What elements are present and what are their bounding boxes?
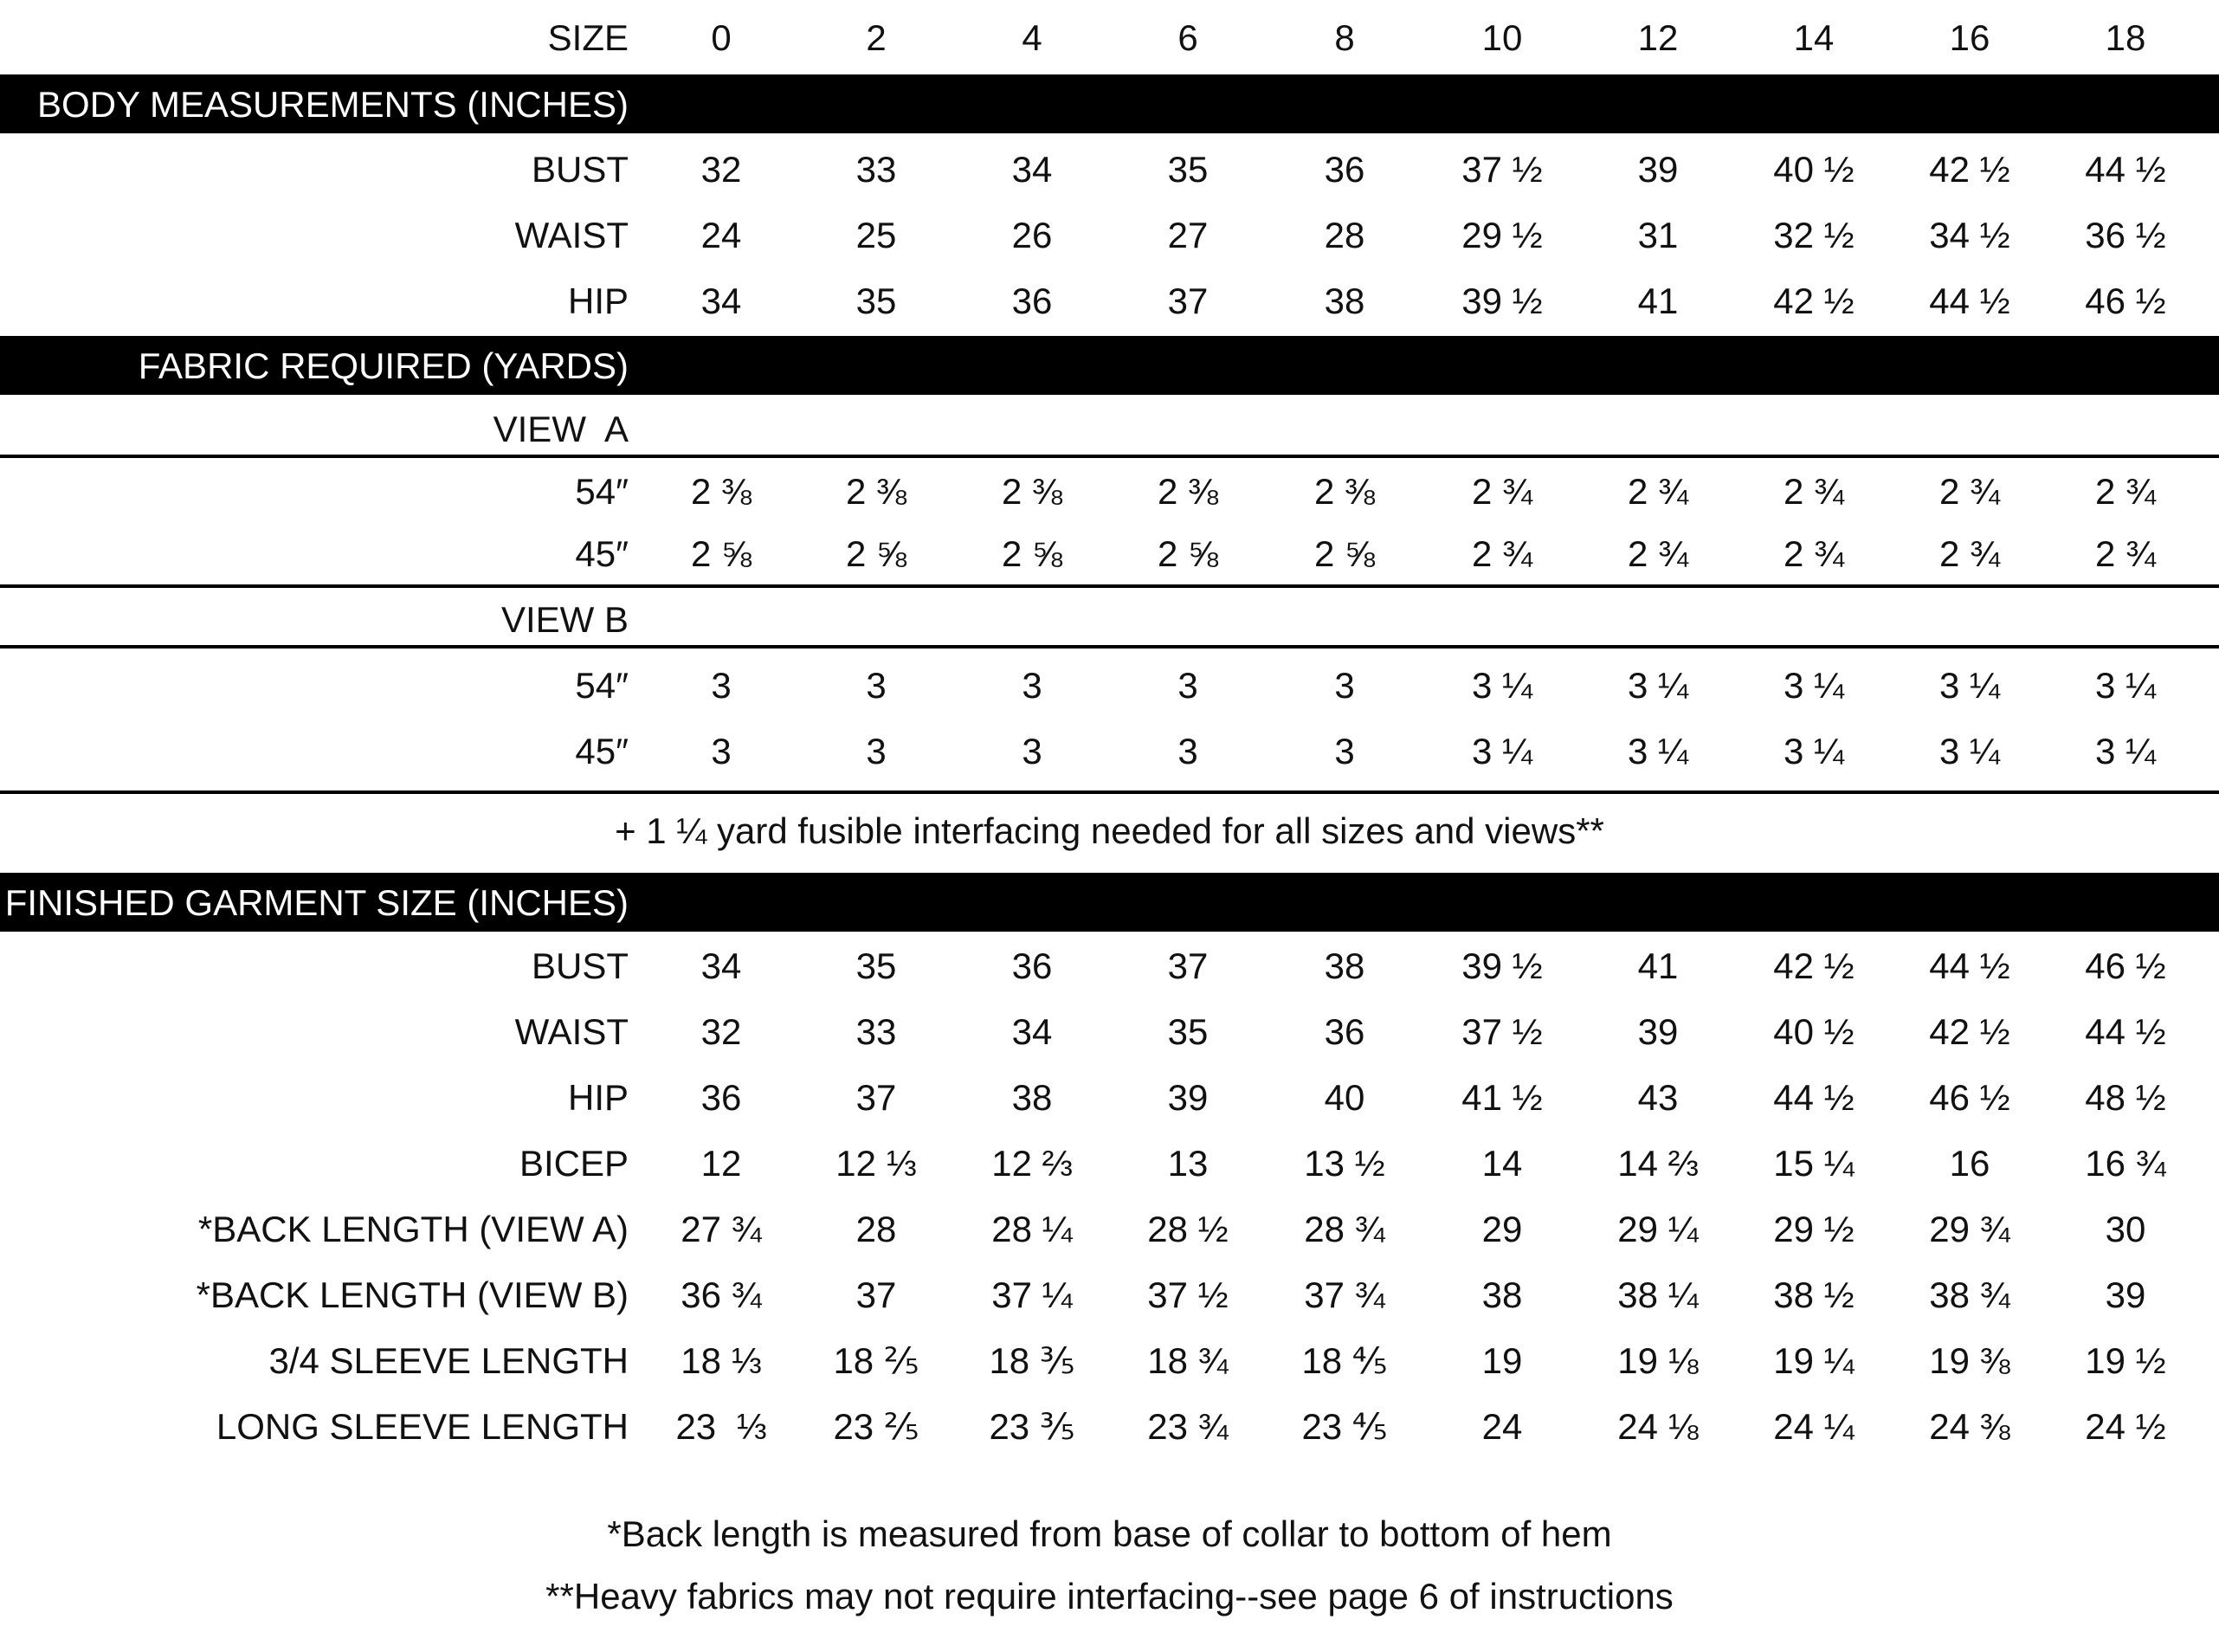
table-cell: 37 [1167,945,1209,986]
table-cell: 33 [855,149,897,190]
table-cell: 40 [1324,1077,1365,1118]
table-cell: 38 [1011,1077,1053,1118]
table-cell: 12 ⅓ [835,1143,917,1184]
row-label: *BACK LENGTH (VIEW B) [196,1274,629,1315]
size-value: 10 [1481,17,1523,58]
table-cell: 2 ¾ [1783,471,1845,512]
table-cell: 2 ⅜ [1157,471,1219,512]
table-cell: 36 [1011,945,1053,986]
table-cell: 35 [855,281,897,321]
table-cell: 23 ⅓ [675,1406,767,1447]
table-cell: 39 ½ [1461,281,1543,321]
table-cell: 35 [855,945,897,986]
table-cell: 32 [700,149,742,190]
table-cell: 2 ¾ [2094,471,2157,512]
table-cell: 42 ½ [1929,149,2010,190]
table-cell: 18 ¾ [1147,1340,1229,1381]
size-value: 6 [1177,17,1198,58]
table-row-finished-three-quarter-sleeve [0,1328,2219,1394]
table-cell: 19 ¼ [1773,1340,1855,1381]
table-cell: 37 [855,1077,897,1118]
footnote-interfacing: **Heavy fabrics may not require interfacing--see page 6 of instructions [545,1576,1674,1617]
table-cell: 3 ¼ [1938,665,2001,706]
table-cell: 23 ⅘ [1301,1406,1388,1447]
view-b-header [0,587,2219,653]
table-cell: 26 [1011,215,1053,255]
table-cell: 36 ½ [2085,215,2166,255]
table-cell: 28 ¾ [1304,1209,1385,1249]
divider [0,791,2219,794]
table-cell: 46 ½ [1929,1077,2010,1118]
table-cell: 14 [1481,1143,1523,1184]
table-cell: 44 ½ [2085,1011,2166,1052]
table-cell: 27 [1167,215,1209,255]
table-cell: 3 ¼ [1938,731,2001,771]
row-label: LONG SLEEVE LENGTH [216,1406,629,1447]
table-cell: 28 ½ [1147,1209,1229,1249]
table-cell: 37 ¾ [1304,1274,1385,1315]
table-cell: 19 ⅜ [1929,1340,2010,1381]
table-cell: 3 [1022,731,1042,771]
table-cell: 34 [700,945,742,986]
table-cell: 3 [711,665,732,706]
table-cell: 2 ⅜ [1001,471,1063,512]
table-cell: 2 ¾ [1627,533,1689,574]
table-cell: 38 ¾ [1929,1274,2010,1315]
table-cell: 2 ¾ [1783,533,1845,574]
table-row-finished-long-sleeve [0,1394,2219,1460]
size-value: 18 [2105,17,2146,58]
table-cell: 39 ½ [1461,945,1543,986]
row-label: HIP [567,281,629,321]
row-label: 54″ [575,665,629,706]
table-cell: 27 ¾ [681,1209,762,1249]
section-title: FABRIC REQUIRED (YARDS) [138,345,629,386]
table-cell: 18 ⅖ [833,1340,919,1381]
table-cell: 3 [866,731,887,771]
size-label: SIZE [547,17,629,58]
table-cell: 39 [2105,1274,2146,1315]
table-cell: 34 ½ [1929,215,2010,255]
row-label: *BACK LENGTH (VIEW A) [197,1209,629,1249]
row-label: 3/4 SLEEVE LENGTH [268,1340,629,1381]
table-cell: 32 ½ [1773,215,1855,255]
table-cell: 40 ½ [1773,149,1855,190]
table-cell: 23 ⅗ [989,1406,1075,1447]
table-cell: 37 [1167,281,1209,321]
table-cell: 24 ⅜ [1929,1406,2010,1447]
table-cell: 41 [1637,281,1679,321]
row-label: BICEP [519,1143,629,1184]
table-cell: 44 ½ [2085,149,2166,190]
table-cell: 24 [700,215,742,255]
row-label: 45″ [575,533,629,574]
section-bar-body-measurements [0,74,2219,133]
table-cell: 3 ¼ [1627,665,1689,706]
table-cell: 3 ¼ [2094,731,2157,771]
table-cell: 3 ¼ [1783,731,1845,771]
table-cell: 35 [1167,149,1209,190]
table-cell: 36 [1011,281,1053,321]
table-row-finished-hip [0,1065,2219,1131]
table-cell: 42 ½ [1773,281,1855,321]
table-cell: 37 ¼ [991,1274,1073,1315]
table-cell: 3 [866,665,887,706]
table-row-view-a-54 [0,459,2219,525]
table-row-finished-bust [0,933,2219,999]
table-cell: 24 ⅛ [1617,1406,1699,1447]
table-cell: 14 ⅔ [1617,1143,1699,1184]
table-cell: 2 ¾ [1471,471,1533,512]
table-row-body-hip [0,268,2219,334]
table-cell: 3 [1334,665,1355,706]
table-cell: 2 ¾ [1938,533,2001,574]
table-cell: 37 ½ [1461,149,1543,190]
view-a-label: VIEW A [493,409,629,449]
table-row-body-waist [0,203,2219,268]
table-cell: 42 ½ [1929,1011,2010,1052]
table-cell: 44 ½ [1929,281,2010,321]
table-cell: 37 ½ [1147,1274,1229,1315]
table-cell: 42 ½ [1773,945,1855,986]
table-cell: 36 [700,1077,742,1118]
table-cell: 3 ¼ [1627,731,1689,771]
table-cell: 28 [1324,215,1365,255]
table-cell: 18 ⅓ [681,1340,762,1381]
table-cell: 2 ⅜ [1313,471,1376,512]
table-cell: 38 [1481,1274,1523,1315]
table-cell: 43 [1637,1077,1679,1118]
table-cell: 13 ½ [1304,1143,1385,1184]
table-cell: 2 ⅝ [690,533,752,574]
table-row-view-b-54 [0,653,2219,719]
table-cell: 31 [1637,215,1679,255]
table-cell: 3 ¼ [1783,665,1845,706]
table-cell: 2 ⅝ [1001,533,1063,574]
table-cell: 44 ½ [1773,1077,1855,1118]
table-cell: 29 ¾ [1929,1209,2010,1249]
size-value: 16 [1949,17,1990,58]
size-value: 4 [1022,17,1042,58]
table-cell: 37 [855,1274,897,1315]
table-cell: 3 ¼ [2094,665,2157,706]
table-row-finished-bicep [0,1131,2219,1197]
table-cell: 29 ½ [1461,215,1543,255]
divider [0,645,2219,649]
table-cell: 3 ¼ [1471,665,1533,706]
table-cell: 29 [1481,1209,1523,1249]
row-label: WAIST [514,1011,629,1052]
table-cell: 3 ¼ [1471,731,1533,771]
row-label: 45″ [575,731,629,771]
table-cell: 38 [1324,945,1365,986]
table-cell: 34 [1011,149,1053,190]
size-header-row [0,5,2219,71]
table-cell: 2 ⅜ [845,471,907,512]
table-cell: 34 [1011,1011,1053,1052]
table-cell: 37 ½ [1461,1011,1543,1052]
table-cell: 46 ½ [2085,281,2166,321]
table-cell: 32 [700,1011,742,1052]
table-cell: 30 [2105,1209,2146,1249]
table-cell: 18 ⅗ [989,1340,1075,1381]
size-value: 8 [1334,17,1355,58]
table-row-view-a-45 [0,521,2219,587]
table-row-finished-back-length-a [0,1197,2219,1262]
size-value: 14 [1793,17,1835,58]
table-cell: 46 ½ [2085,945,2166,986]
size-value: 12 [1637,17,1679,58]
table-cell: 23 ⅖ [833,1406,919,1447]
table-cell: 3 [711,731,732,771]
table-cell: 44 ½ [1929,945,2010,986]
table-cell: 36 ¾ [681,1274,762,1315]
table-cell: 28 [855,1209,897,1249]
view-b-label: VIEW B [500,599,629,640]
section-bar-finished-garment [0,873,2219,932]
table-cell: 24 [1481,1406,1523,1447]
interfacing-note: + 1 ¼ yard fusible interfacing needed for all sizes and views** [615,810,1604,851]
table-cell: 36 [1324,149,1365,190]
table-cell: 2 ⅝ [1313,533,1376,574]
table-cell: 13 [1167,1143,1209,1184]
table-cell: 36 [1324,1011,1365,1052]
size-value: 2 [866,17,887,58]
table-cell: 3 [1334,731,1355,771]
table-cell: 3 [1177,731,1198,771]
row-label: HIP [567,1077,629,1118]
table-cell: 16 [1949,1143,1990,1184]
table-cell: 33 [855,1011,897,1052]
table-cell: 28 ¼ [991,1209,1073,1249]
table-cell: 25 [855,215,897,255]
table-cell: 19 ⅛ [1617,1340,1699,1381]
table-cell: 41 [1637,945,1679,986]
table-cell: 3 [1177,665,1198,706]
table-cell: 41 ½ [1461,1077,1543,1118]
table-cell: 39 [1167,1077,1209,1118]
table-cell: 19 ½ [2085,1340,2166,1381]
table-cell: 2 ¾ [1938,471,2001,512]
table-cell: 38 ¼ [1617,1274,1699,1315]
table-cell: 38 ½ [1773,1274,1855,1315]
row-label: WAIST [514,215,629,255]
view-a-header [0,397,2219,462]
table-row-finished-waist [0,999,2219,1065]
table-cell: 38 [1324,281,1365,321]
section-title: BODY MEASUREMENTS (INCHES) [37,84,629,125]
table-cell: 34 [700,281,742,321]
table-cell: 2 ¾ [2094,533,2157,574]
table-cell: 40 ½ [1773,1011,1855,1052]
table-cell: 24 ¼ [1773,1406,1855,1447]
row-label: BUST [531,149,629,190]
table-cell: 39 [1637,149,1679,190]
section-bar-fabric-required [0,336,2219,395]
table-cell: 2 ⅝ [1157,533,1219,574]
section-title: FINISHED GARMENT SIZE (INCHES) [4,882,629,923]
divider [0,455,2219,458]
table-cell: 48 ½ [2085,1077,2166,1118]
table-cell: 29 ¼ [1617,1209,1699,1249]
table-cell: 35 [1167,1011,1209,1052]
table-row-finished-back-length-b [0,1262,2219,1328]
table-row-body-bust [0,137,2219,203]
table-cell: 2 ¾ [1471,533,1533,574]
table-cell: 2 ⅜ [690,471,752,512]
row-label: BUST [531,945,629,986]
table-cell: 18 ⅘ [1301,1340,1388,1381]
size-value: 0 [711,17,732,58]
table-cell: 3 [1022,665,1042,706]
table-cell: 24 ½ [2085,1406,2166,1447]
table-cell: 15 ¼ [1773,1143,1855,1184]
table-cell: 16 ¾ [2085,1143,2166,1184]
table-cell: 23 ¾ [1147,1406,1229,1447]
footnote-back-length: *Back length is measured from base of collar to bottom of hem [607,1513,1612,1554]
table-cell: 2 ¾ [1627,471,1689,512]
row-label: 54″ [575,471,629,512]
table-cell: 19 [1481,1340,1523,1381]
table-cell: 39 [1637,1011,1679,1052]
table-cell: 29 ½ [1773,1209,1855,1249]
table-row-view-b-45 [0,719,2219,784]
table-cell: 12 [700,1143,742,1184]
table-cell: 12 ⅔ [991,1143,1073,1184]
table-cell: 2 ⅝ [845,533,907,574]
